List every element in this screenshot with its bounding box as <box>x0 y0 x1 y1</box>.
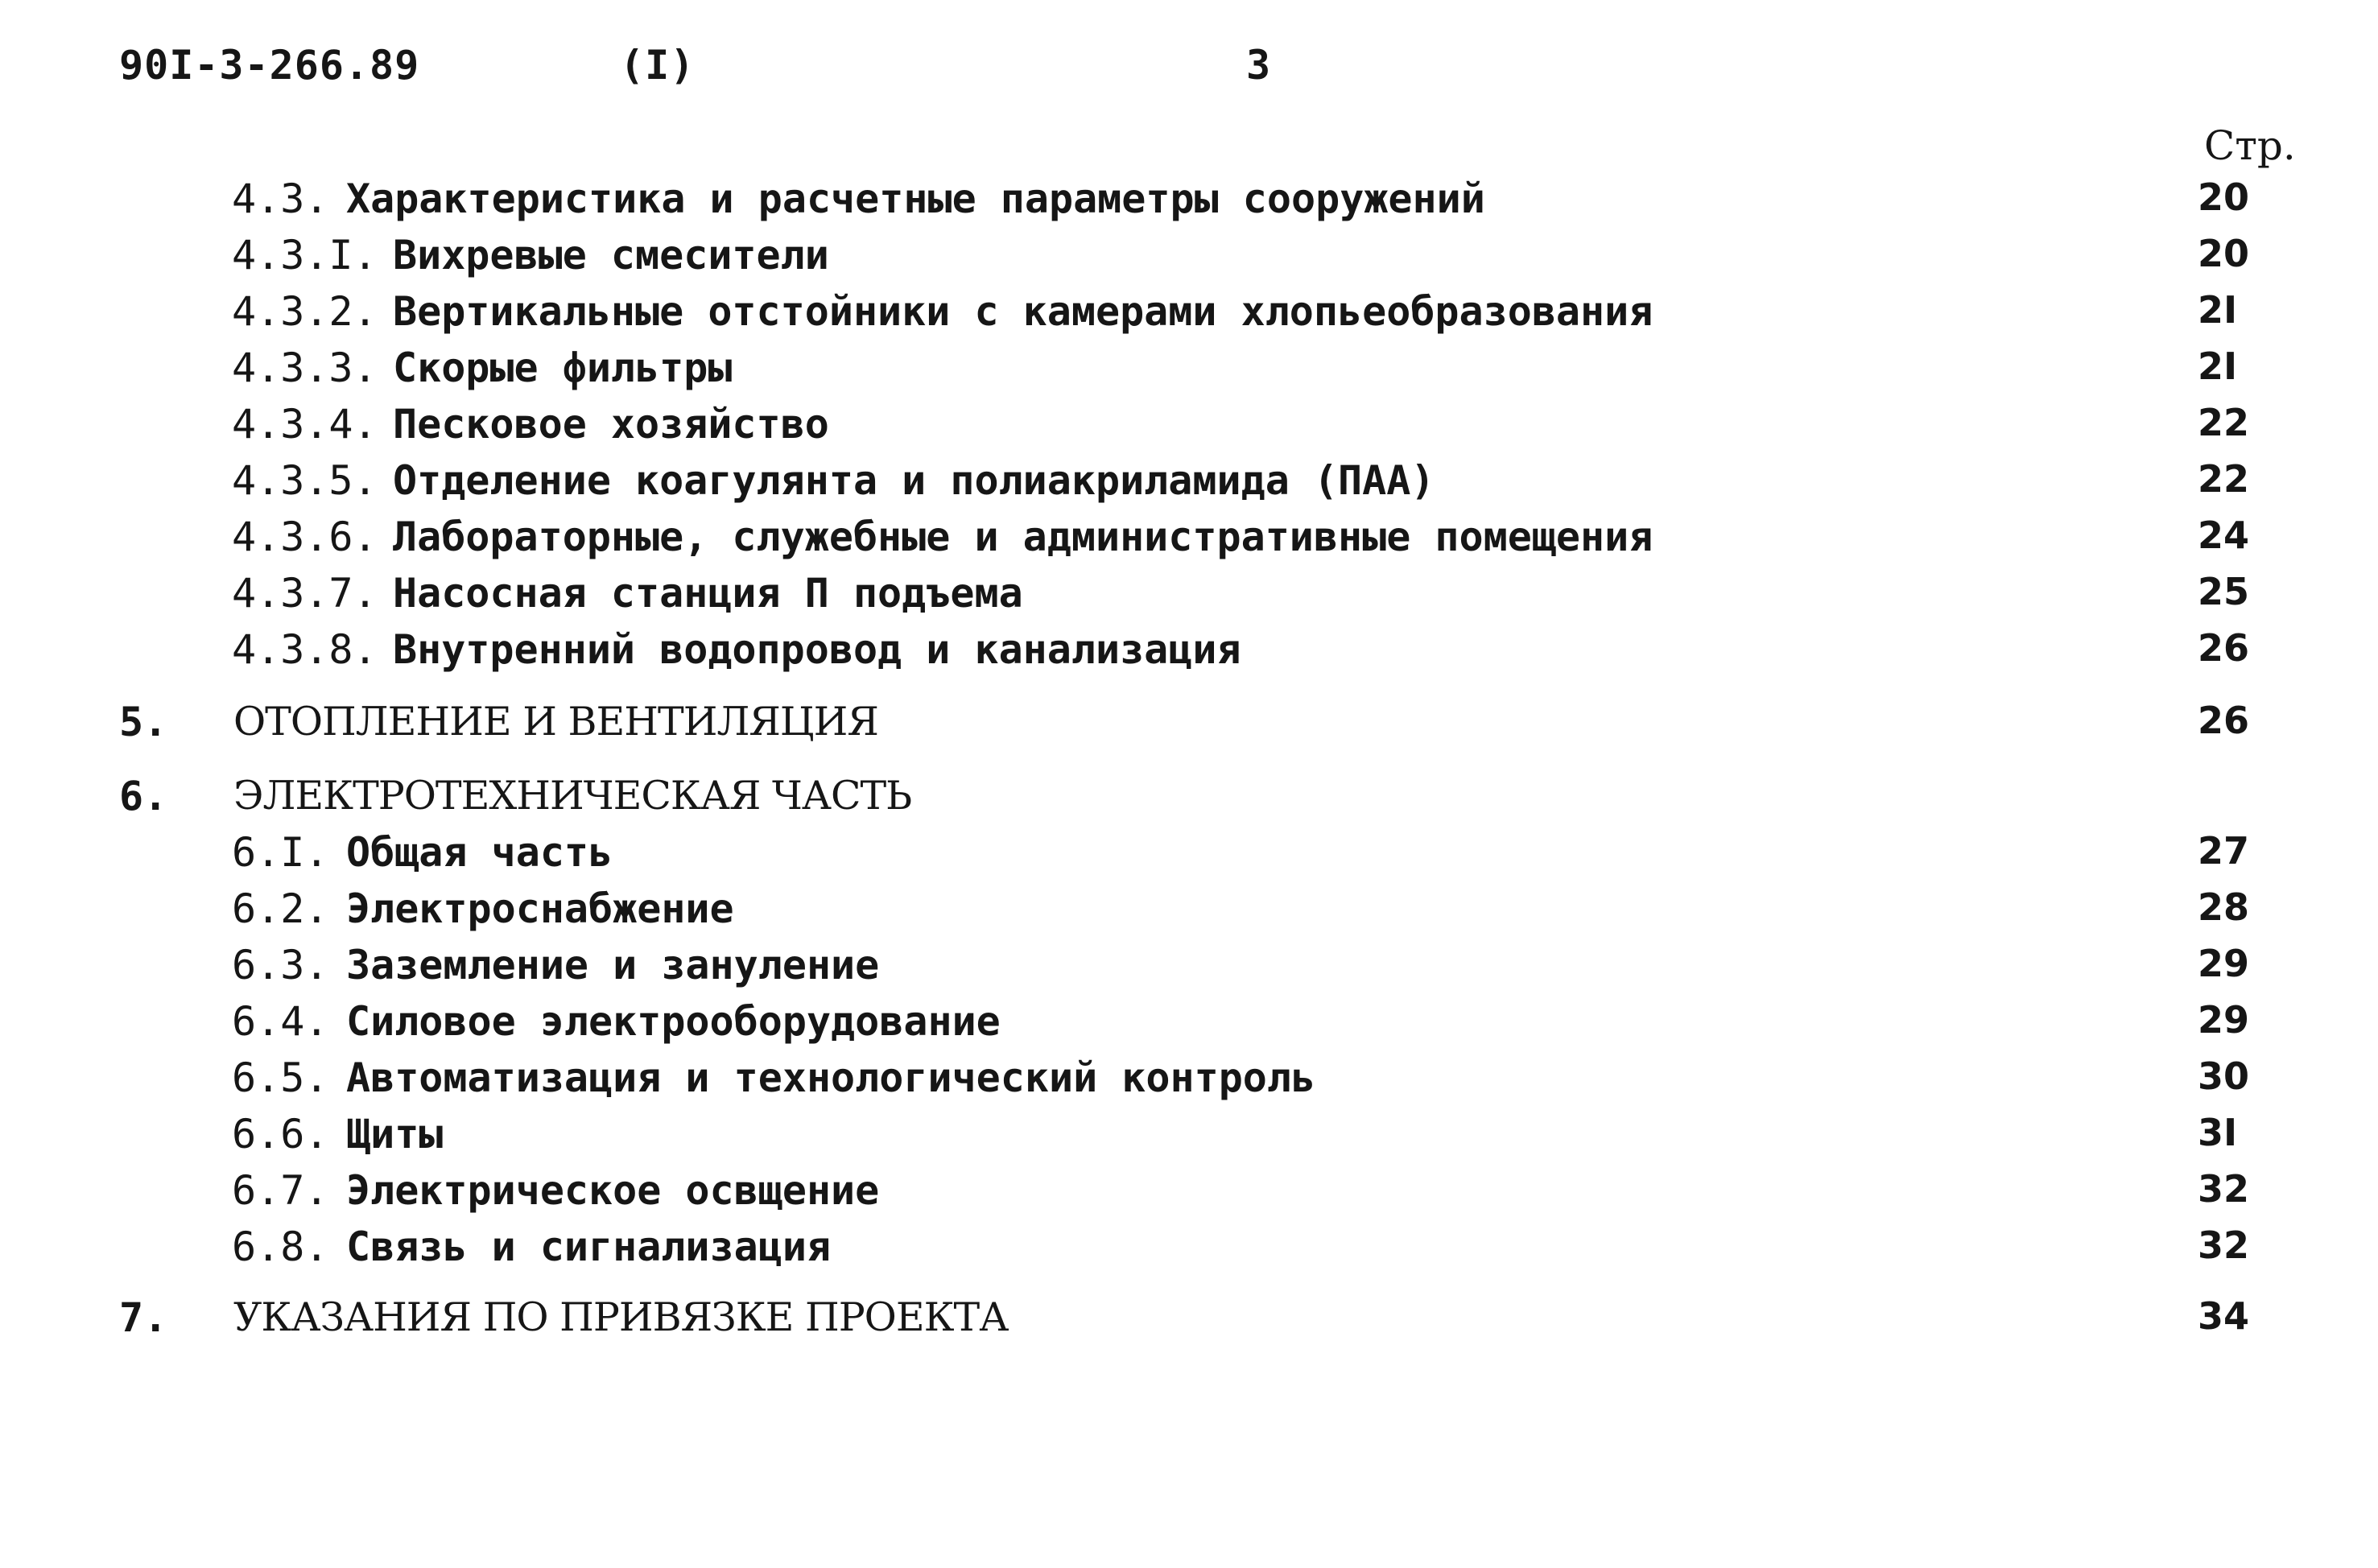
toc-section-title: УКАЗАНИЯ ПО ПРИВЯЗКЕ ПРОЕКТА <box>233 1294 1009 1340</box>
toc-entry <box>0 345 2378 396</box>
toc-entry-number: 6.3. <box>232 942 329 988</box>
toc-entry <box>0 514 2378 565</box>
toc-entry-page: 3I <box>2198 1111 2238 1154</box>
toc-entry-page: 34 <box>2198 1294 2250 1338</box>
toc-section <box>0 1294 2378 1346</box>
toc-entry-title: Вихревые смесители <box>393 232 829 279</box>
toc-entry-page: 2I <box>2198 345 2238 388</box>
toc-entry <box>0 570 2378 621</box>
toc-entry-number: 4.3. <box>232 175 329 222</box>
toc-entry-number: 4.3.2. <box>232 288 378 335</box>
document-code: 90I-3-266.89 <box>119 42 420 89</box>
toc-entry-page: 29 <box>2198 998 2250 1042</box>
toc-entry <box>0 401 2378 452</box>
toc-entry-title: Песковое хозяйство <box>393 401 829 448</box>
toc-entry-number: 6.6. <box>232 1111 329 1157</box>
toc-entry-number: 6.I. <box>232 829 329 876</box>
page-number: 3 <box>1246 42 1272 89</box>
toc-entry-title: Электрическое освщение <box>346 1167 880 1214</box>
toc-entry-title: Общая часть <box>346 829 613 876</box>
toc-entry <box>0 1223 2378 1275</box>
toc-entry-number: 6.8. <box>232 1223 329 1270</box>
toc-entry-page: 20 <box>2198 232 2250 275</box>
toc-entry <box>0 232 2378 283</box>
toc-entry-number: 6.5. <box>232 1054 329 1101</box>
toc-entry-title: Внутренний водопровод и канализация <box>393 626 1241 673</box>
toc-entry-page: 30 <box>2198 1054 2250 1098</box>
toc-section <box>0 699 2378 750</box>
toc-entry-page: 27 <box>2198 829 2250 873</box>
toc-section-title: ОТОПЛЕНИЕ И ВЕНТИЛЯЦИЯ <box>233 699 878 745</box>
toc-entry <box>0 288 2378 340</box>
toc-entry-page: 24 <box>2198 514 2250 557</box>
toc-entry-title: Лабораторные, служебные и административные помещения <box>393 514 1653 560</box>
toc-section-title: ЭЛЕКТРОТЕХНИЧЕСКАЯ ЧАСТЬ <box>233 773 912 819</box>
toc-entry-page: 32 <box>2198 1223 2250 1267</box>
toc-entry <box>0 1054 2378 1106</box>
toc-entry-title: Связь и сигнализация <box>346 1223 832 1270</box>
toc-entry-page: 22 <box>2198 401 2250 444</box>
toc-section <box>0 773 2378 824</box>
toc-section-number: 5. <box>119 699 168 745</box>
toc-entry <box>0 998 2378 1050</box>
toc-entry-title: Силовое электрооборудование <box>346 998 1001 1045</box>
toc-entry-page: 26 <box>2198 699 2250 742</box>
toc-entry <box>0 1167 2378 1219</box>
toc-entry-number: 4.3.4. <box>232 401 378 448</box>
toc-entry-title: Отделение коагулянта и полиакриламида (ПАА) <box>393 457 1435 504</box>
toc-entry-page: 25 <box>2198 570 2250 613</box>
page-column-header: Стр. <box>2204 122 2296 169</box>
toc-entry <box>0 1111 2378 1162</box>
toc-entry-title: Автоматизация и технологический контроль <box>346 1054 1316 1101</box>
toc-entry <box>0 626 2378 678</box>
toc-entry-number: 4.3.6. <box>232 514 378 560</box>
toc-entry <box>0 942 2378 993</box>
toc-entry-title: Характеристика и расчетные параметры сооружений <box>346 175 1485 222</box>
toc-entry <box>0 457 2378 509</box>
toc-entry-page: 29 <box>2198 942 2250 985</box>
toc-entry <box>0 885 2378 937</box>
toc-entry-title: Щиты <box>346 1111 444 1157</box>
toc-entry-title: Вертикальные отстойники с камерами хлопьеобразования <box>393 288 1653 335</box>
toc-entry-page: 28 <box>2198 885 2250 929</box>
toc-entry-title: Заземление и зануление <box>346 942 880 988</box>
toc-entry-page: 20 <box>2198 175 2250 219</box>
toc-entry-number: 4.3.5. <box>232 457 378 504</box>
toc-entry <box>0 175 2378 227</box>
toc-entry-page: 32 <box>2198 1167 2250 1211</box>
toc-entry-title: Насосная станция П подъема <box>393 570 1023 617</box>
toc-entry-number: 4.3.7. <box>232 570 378 617</box>
toc-entry-number: 4.3.8. <box>232 626 378 673</box>
toc-entry-page: 26 <box>2198 626 2250 670</box>
toc-entry-number: 6.4. <box>232 998 329 1045</box>
toc-entry-number: 4.3.3. <box>232 345 378 391</box>
toc-entry-page: 22 <box>2198 457 2250 501</box>
toc-entry <box>0 829 2378 881</box>
toc-section-number: 7. <box>119 1294 168 1341</box>
toc-entry-title: Скорые фильтры <box>393 345 733 391</box>
toc-section-number: 6. <box>119 773 168 819</box>
sheet-label: (I) <box>620 42 696 89</box>
toc-entry-number: 6.2. <box>232 885 329 932</box>
toc-entry-number: 4.3.I. <box>232 232 378 279</box>
toc-entry-title: Электроснабжение <box>346 885 734 932</box>
toc-entry-page: 2I <box>2198 288 2238 332</box>
toc-entry-number: 6.7. <box>232 1167 329 1214</box>
